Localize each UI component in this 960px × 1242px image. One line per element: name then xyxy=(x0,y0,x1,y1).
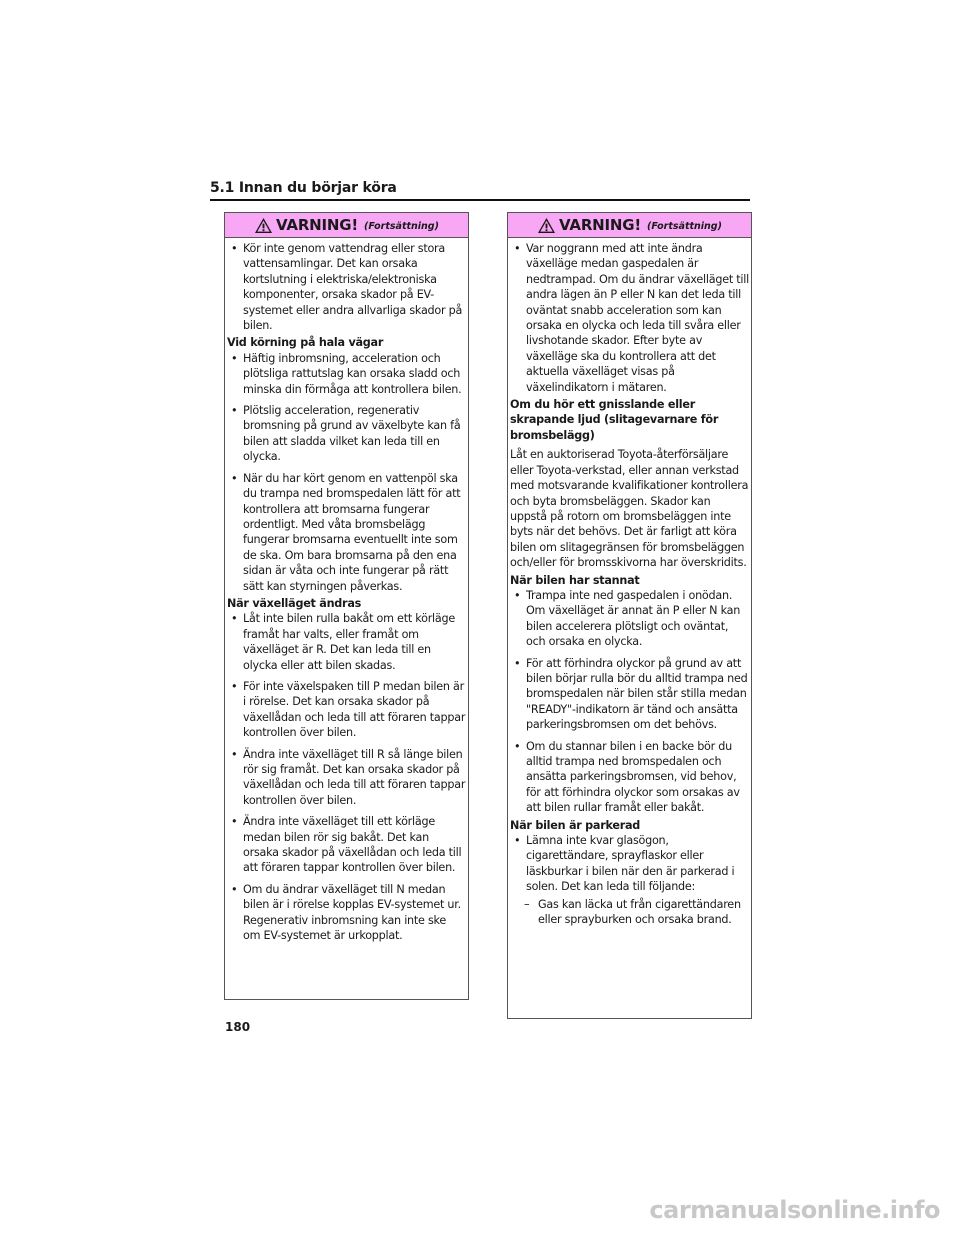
list-item: • Plötslig acceleration, regenerativ bromsning på grund av växelbyte kan få bilen att sladda vilket kan leda till en olycka. xyxy=(227,403,466,465)
warning-header-right xyxy=(508,213,751,238)
list-item: • När du har kört genom en vattenpöl ska du trampa ned bromspedalen lätt för att kontrollera att bromsarna fungerar ordentligt. Med våta bromsbelägg fungerar bromsarna eventuellt inte som de ska. Om bara bromsarna på den ena sidan är våta och inte fungerar på rätt sätt kan styrningen påverkas. xyxy=(227,471,466,594)
warning-continuation: (Fortsättning) xyxy=(647,221,722,232)
list-item: • För inte växelspaken till P medan bilen är i rörelse. Det kan orsaka skador på växellådan och leda till att föraren tappar kontrollen över bilen. xyxy=(227,679,466,741)
page-number: 180 xyxy=(225,1020,251,1034)
list-item: • För att förhindra olyckor på grund av att bilen börjar rulla bör du alltid trampa ned bromspedalen när bilen står stilla medan "READY"-indikatorn är tänd och ansätta parkeringsbromsen om det behövs. xyxy=(510,656,749,733)
subheading-brake-wear: Om du hör ett gnisslande eller skrapande ljud (slitagevarnare för bromsbelägg) xyxy=(510,398,719,442)
list-item: • Ändra inte växelläget till R så länge bilen rör sig framåt. Det kan orsaka skador på växellådan och leda till att föraren tappar kontrollen över bilen. xyxy=(227,747,466,809)
warning-header-left xyxy=(225,213,468,238)
list-item: • Ändra inte växelläget till ett körläge medan bilen rör sig bakåt. Det kan orsaka skador på växellådan och leda till att föraren tappar kontrollen över bilen. xyxy=(227,814,466,876)
list-item: • Var noggrann med att inte ändra växelläge medan gaspedalen är nedtrampad. Om du ändrar växelläget till andra lägen än P eller N kan det leda till oväntat snabb acceleration som kan orsaka en olycka och leda till svåra eller livshotande skador. Efter byte av växelläge ska du kontrollera att det aktuella växelläget visas på växelindikatorn i mätaren. xyxy=(510,241,749,395)
section-divider xyxy=(210,199,750,201)
list-item: • Kör inte genom vattendrag eller stora vattensamlingar. Det kan orsaka kortslutning i elektriska/elektroniska komponenter, orsaka skador på EV-systemet eller andra allvarliga skador på bilen. xyxy=(227,241,466,333)
list-item: • Trampa inte ned gaspedalen i onödan. Om växelläget är annat än P eller N kan bilen accelerera plötsligt och oväntat, och orsaka en olycka. xyxy=(510,588,749,650)
warning-triangle-icon xyxy=(537,217,556,234)
dash-marker: – xyxy=(524,897,530,911)
warning-body-right xyxy=(508,238,751,927)
subheading-parked: När bilen är parkerad xyxy=(510,818,641,832)
list-item: • Om du ändrar växelläget till N medan bilen är i rörelse kopplas EV-systemet ur. Regenerativ inbromsning kan inte ske om EV-systemet är urkopplat. xyxy=(227,882,466,944)
warning-triangle-icon xyxy=(254,217,273,234)
warning-continuation: (Fortsättning) xyxy=(364,221,439,232)
sub-list-item-text: Gas kan läcka ut från cigarettändaren eller sprayburken och orsaka brand. xyxy=(538,897,741,927)
section-header: 5.1 Innan du börjar köra xyxy=(210,180,397,196)
paragraph-brake-wear: Låt en auktoriserad Toyota-återförsäljare eller Toyota-verkstad, eller annan verkstad med motsvarande kvalifikationer kontrollera och byta bromsbeläggen. Skador kan uppstå på rotorn om bromsbeläggen inte byts när det behövs. Det är farligt att köra bilen om slitagegränsen för bromsbeläggen och/eller för bromsskivorna har överskridits. xyxy=(510,448,749,570)
sub-list-item xyxy=(510,897,749,928)
subheading-slippery-roads: Vid körning på hala vägar xyxy=(227,336,384,350)
watermark: carmanualsonline.info xyxy=(649,1196,940,1224)
list-item: • Häftig inbromsning, acceleration och plötsliga rattutslag kan orsaka sladd och minska din förmåga att kontrollera bilen. xyxy=(227,351,466,397)
list-item: • Lämna inte kvar glasögon, cigarettändare, sprayflaskor eller läskburkar i bilen när den är parkerad i solen. Det kan leda till följande: xyxy=(510,833,749,895)
subheading-gear-change: När växelläget ändras xyxy=(227,596,362,610)
warning-box-left xyxy=(224,212,469,1000)
warning-body-left xyxy=(225,238,468,943)
list-item: • Låt inte bilen rulla bakåt om ett körläge framåt har valts, eller framåt om växelläget är R. Det kan leda till en olycka eller att bilen skadas. xyxy=(227,611,466,673)
warning-title: VARNING! xyxy=(276,216,359,234)
warning-title: VARNING! xyxy=(559,216,642,234)
subheading-stopped: När bilen har stannat xyxy=(510,573,640,587)
list-item: • Om du stannar bilen i en backe bör du alltid trampa ned bromspedalen och ansätta parkeringsbromsen, vid behov, för att förhindra olyckor som orsakas av att bilen rullar framåt eller bakåt. xyxy=(510,739,749,816)
warning-box-right xyxy=(507,212,752,1019)
